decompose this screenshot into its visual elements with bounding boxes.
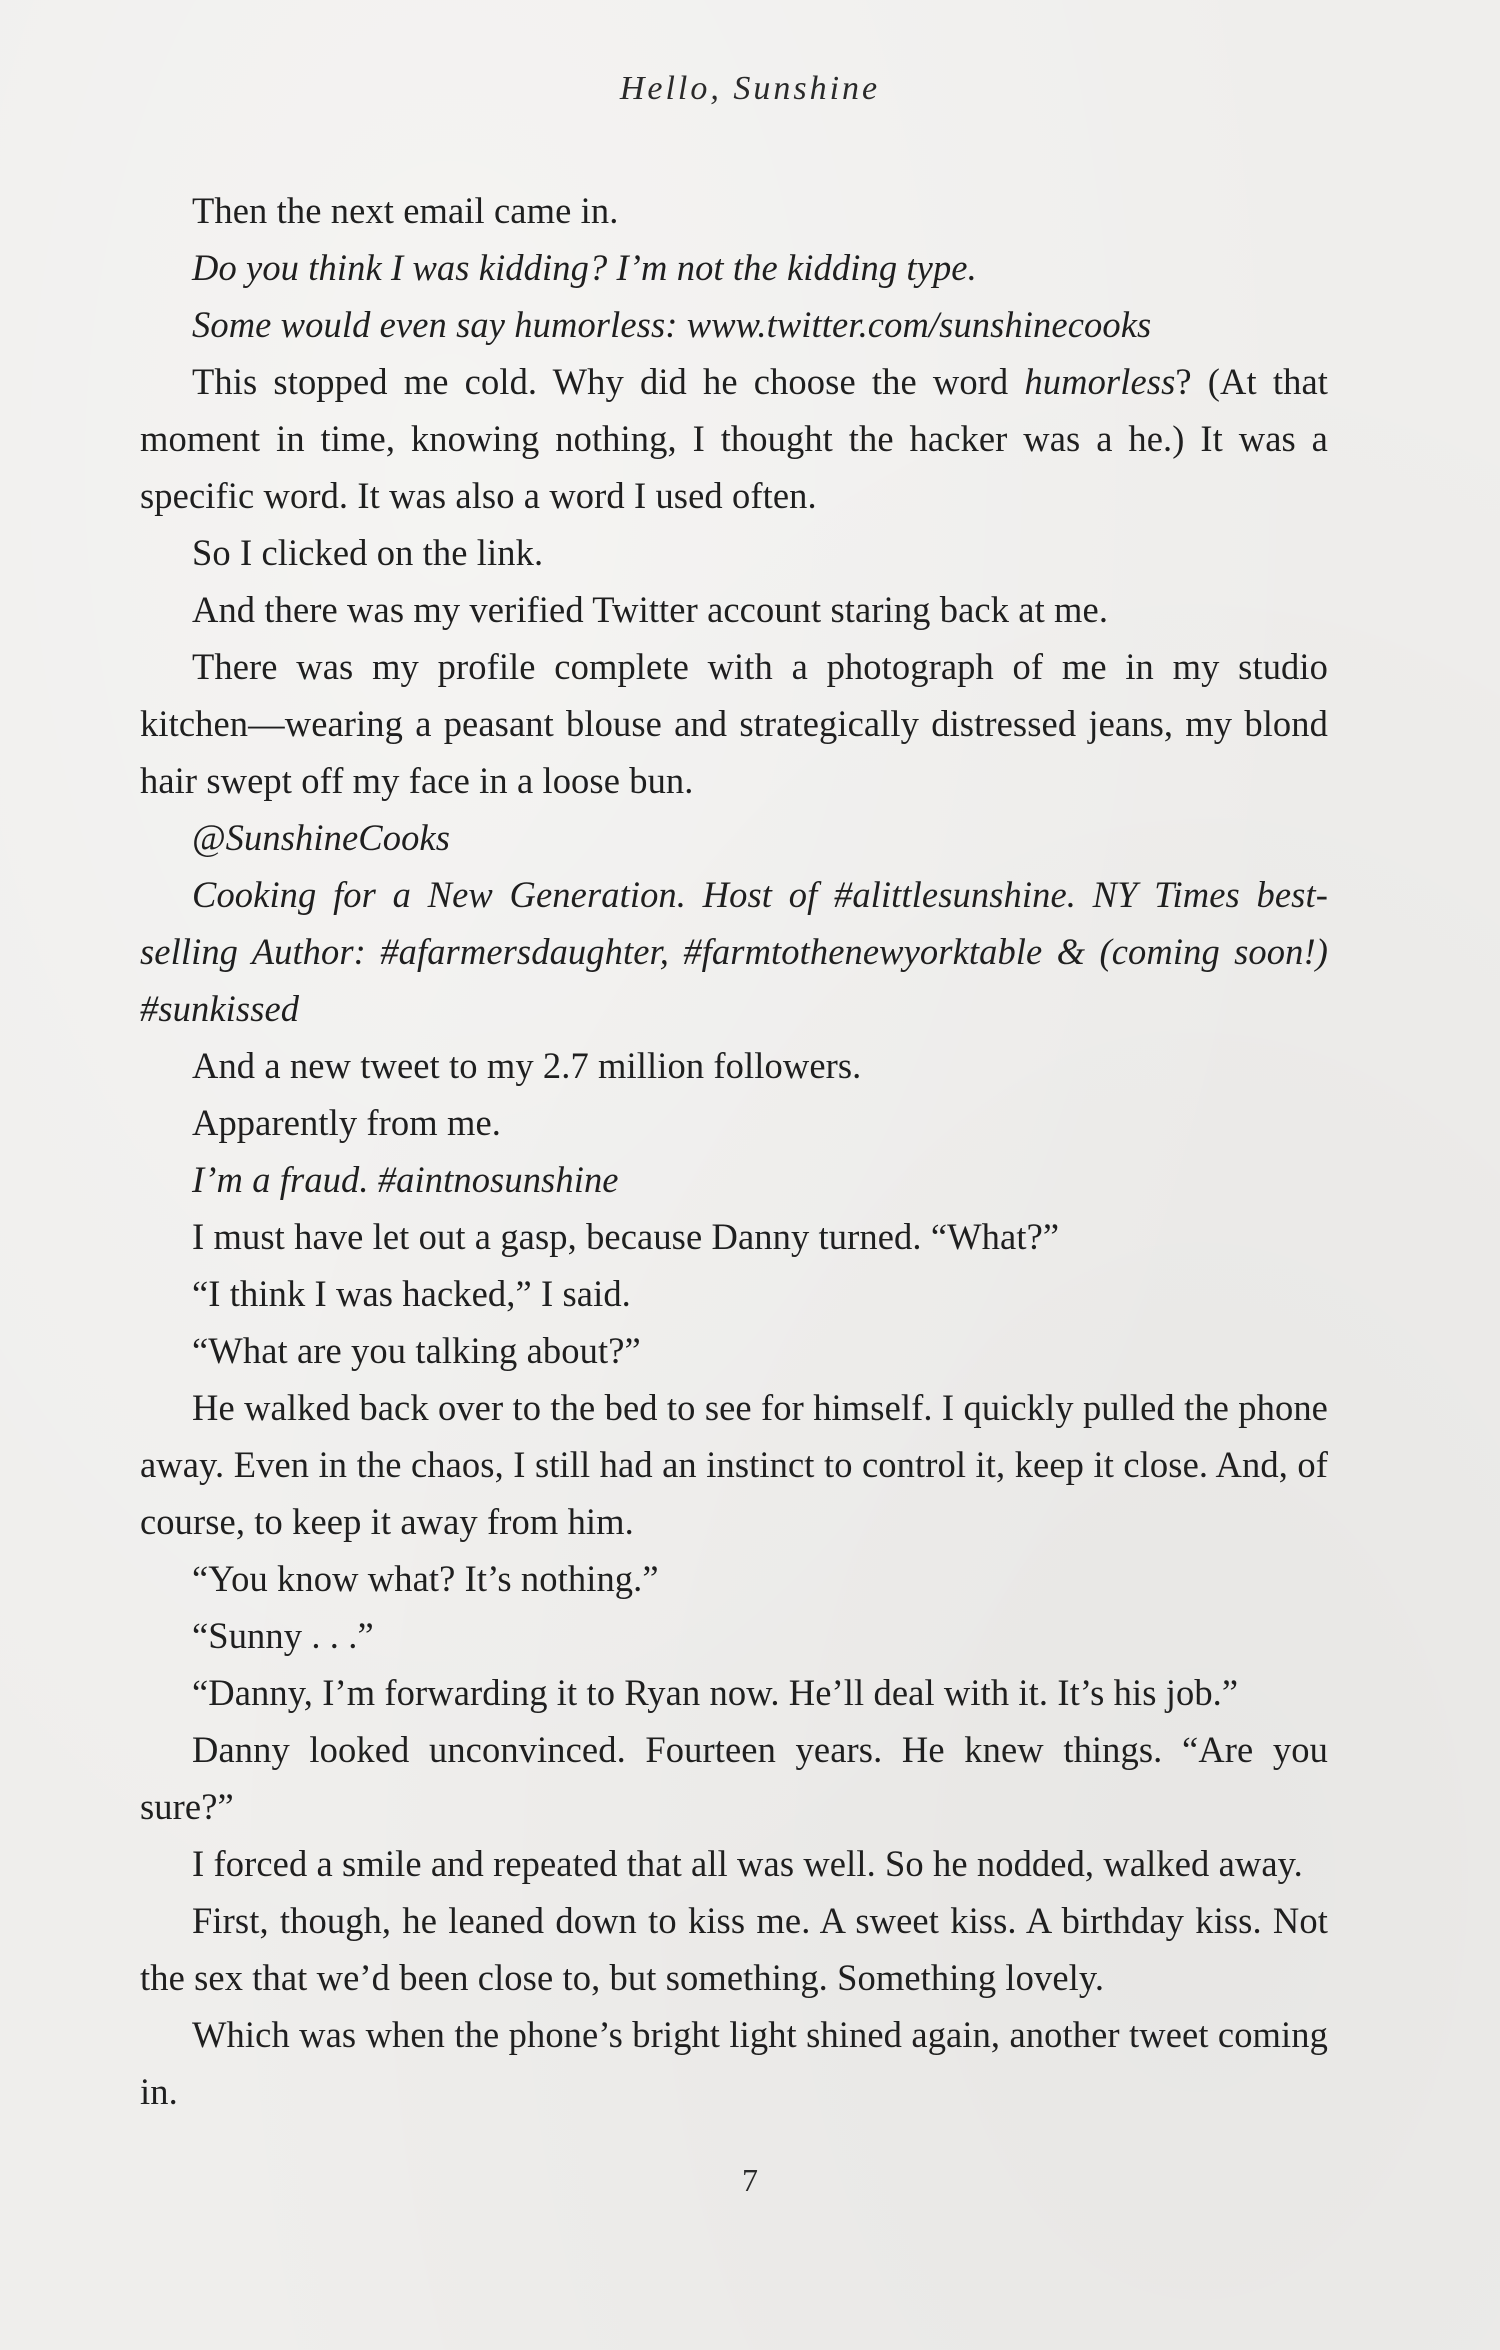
paragraph xyxy=(140,638,1328,809)
body-text xyxy=(140,182,1328,2120)
text-run: This stopped me cold. Why did he choose the word xyxy=(192,361,1025,402)
page-number: 7 xyxy=(742,2162,758,2198)
text-run: And a new tweet to my 2.7 million followers. xyxy=(192,1045,862,1086)
italic-text-run: Cooking for a New Generation. Host of #alittlesunshine. NY Times best-selling Author: #afarmersdaughter, #farmtothenewyorktable & (coming soon!) #sunkissed xyxy=(140,874,1328,1029)
running-header-title: Hello, Sunshine xyxy=(619,70,881,107)
paragraph xyxy=(140,1208,1328,1265)
paragraph xyxy=(140,581,1328,638)
text-run: ? (At that moment in time, knowing nothing, I thought the hacker was a he.) It was a specific word. It was also a word I used often. xyxy=(140,361,1328,516)
paragraph xyxy=(140,524,1328,581)
text-run: So I clicked on the link. xyxy=(192,532,544,573)
paragraph xyxy=(140,866,1328,1037)
paragraph xyxy=(140,1265,1328,1322)
paragraph xyxy=(140,1721,1328,1835)
paragraph xyxy=(140,809,1328,866)
paragraph xyxy=(140,1379,1328,1550)
text-run: I must have let out a gasp, because Danny turned. “What?” xyxy=(192,1216,1060,1257)
italic-text-run: Do you think I was kidding? I’m not the kidding type. xyxy=(192,247,977,288)
text-run: “Sunny . . .” xyxy=(192,1615,374,1656)
paragraph xyxy=(140,1835,1328,1892)
paragraph xyxy=(140,1322,1328,1379)
text-run: First, though, he leaned down to kiss me. A sweet kiss. A birthday kiss. Not the sex that we’d been close to, but something. Something lovely. xyxy=(140,1900,1328,1998)
paragraph xyxy=(140,1607,1328,1664)
paragraph xyxy=(140,239,1328,296)
italic-text-run: humorless xyxy=(1024,361,1176,402)
italic-text-run: @SunshineCooks xyxy=(192,817,451,858)
paragraph xyxy=(140,1892,1328,2006)
paragraph xyxy=(140,2006,1328,2120)
text-run: There was my profile complete with a photograph of me in my studio kitchen—wearing a peasant blouse and strategically distressed jeans, my blond hair swept off my face in a loose bun. xyxy=(140,646,1328,801)
italic-text-run: Some would even say humorless: www.twitter.com/sunshinecooks xyxy=(192,304,1152,345)
text-run: And there was my verified Twitter account staring back at me. xyxy=(192,589,1109,630)
text-run: Apparently from me. xyxy=(192,1102,502,1143)
text-run: Then the next email came in. xyxy=(192,190,619,231)
paragraph xyxy=(140,353,1328,524)
text-run: He walked back over to the bed to see for himself. I quickly pulled the phone away. Even in the chaos, I still had an instinct to control it, keep it close. And, of course, to keep it away from him. xyxy=(140,1387,1328,1542)
italic-text-run: I’m a fraud. #aintnosunshine xyxy=(192,1159,619,1200)
paragraph xyxy=(140,1664,1328,1721)
paragraph xyxy=(140,1094,1328,1151)
paragraph xyxy=(140,1550,1328,1607)
text-run: I forced a smile and repeated that all was well. So he nodded, walked away. xyxy=(192,1843,1303,1884)
paragraph xyxy=(140,296,1328,353)
text-run: Danny looked unconvinced. Fourteen years. He knew things. “Are you sure?” xyxy=(140,1729,1328,1827)
text-run: “Danny, I’m forwarding it to Ryan now. He’ll deal with it. It’s his job.” xyxy=(192,1672,1239,1713)
paragraph xyxy=(140,1037,1328,1094)
paragraph xyxy=(140,182,1328,239)
text-run: “I think I was hacked,” I said. xyxy=(192,1273,631,1314)
text-run: “What are you talking about?” xyxy=(192,1330,641,1371)
text-run: “You know what? It’s nothing.” xyxy=(192,1558,659,1599)
text-run: Which was when the phone’s bright light shined again, another tweet coming in. xyxy=(140,2014,1328,2112)
paragraph xyxy=(140,1151,1328,1208)
